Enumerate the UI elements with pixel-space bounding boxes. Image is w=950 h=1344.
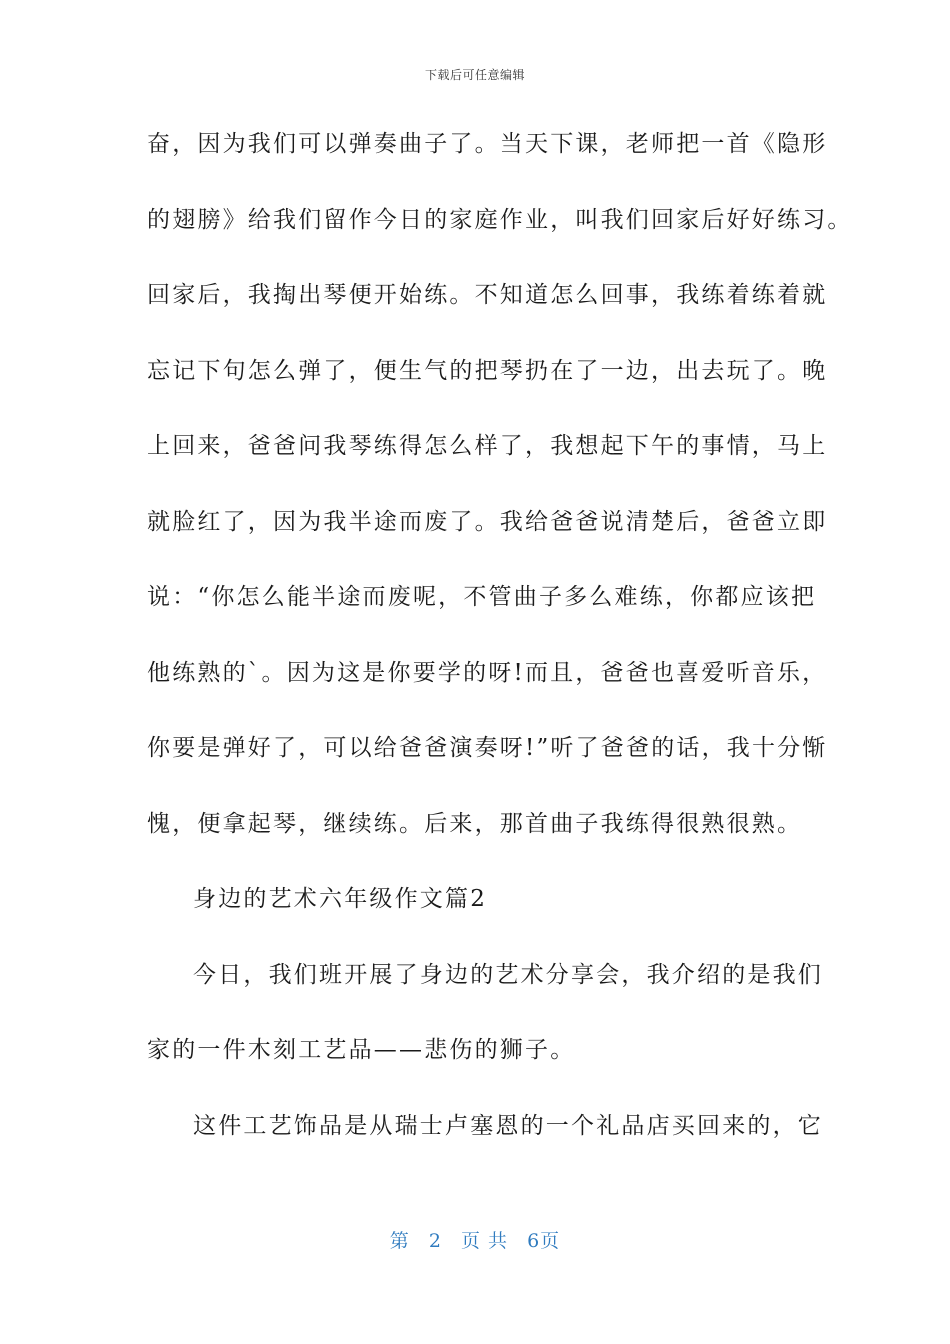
page-header: 下载后可任意编辑 [424, 68, 525, 82]
footer-middle: 页 共 [461, 1230, 509, 1252]
text-line: 他练熟的`。因为这是你要学的呀!而且，爸爸也喜爱听音乐， [147, 659, 828, 686]
text-line: 回家后，我掏出琴便开始练。不知道怎么回事，我练着练着就 [147, 282, 828, 308]
text-line: 上回来，爸爸问我琴练得怎么样了，我想起下午的事情，马上 [147, 433, 828, 459]
text-line: 忘记下句怎么弹了，便生气的把琴扔在了一边，出去玩了。晚 [147, 357, 828, 384]
text-line: 就脸红了，因为我半途而废了。我给爸爸说清楚后，爸爸立即 [147, 508, 828, 535]
text-line: 这件工艺饰品是从瑞士卢塞恩的一个礼品店买回来的，它 [193, 1112, 823, 1139]
text-line: 今日，我们班开展了身边的艺术分享会，我介绍的是我们 [193, 961, 823, 988]
text-line: 奋，因为我们可以弹奏曲子了。当天下课，老师把一首《隐形 [147, 131, 828, 157]
section-heading: 身边的艺术六年级作文篇2 [193, 886, 488, 912]
footer-prefix: 第 [389, 1230, 410, 1252]
text-line: 你要是弹好了，可以给爸爸演奏呀!”听了爸爸的话，我十分惭 [147, 735, 828, 761]
page-footer [0, 1226, 950, 1253]
text-line: 的翅膀》给我们留作今日的家庭作业，叫我们回家后好好练习。 [147, 206, 853, 233]
footer-page-number: 2 [428, 1230, 442, 1252]
text-line: 愧，便拿起琴，继续练。后来，那首曲子我练得很熟很熟。 [147, 810, 803, 837]
text-line: 家的一件木刻工艺品——悲伤的狮子。 [147, 1037, 576, 1063]
document-body [147, 120, 853, 1177]
text-line: 说：“你怎么能半途而废呢，不管曲子多么难练，你都应该把 [147, 584, 817, 610]
footer-total: 6页 [527, 1230, 561, 1252]
